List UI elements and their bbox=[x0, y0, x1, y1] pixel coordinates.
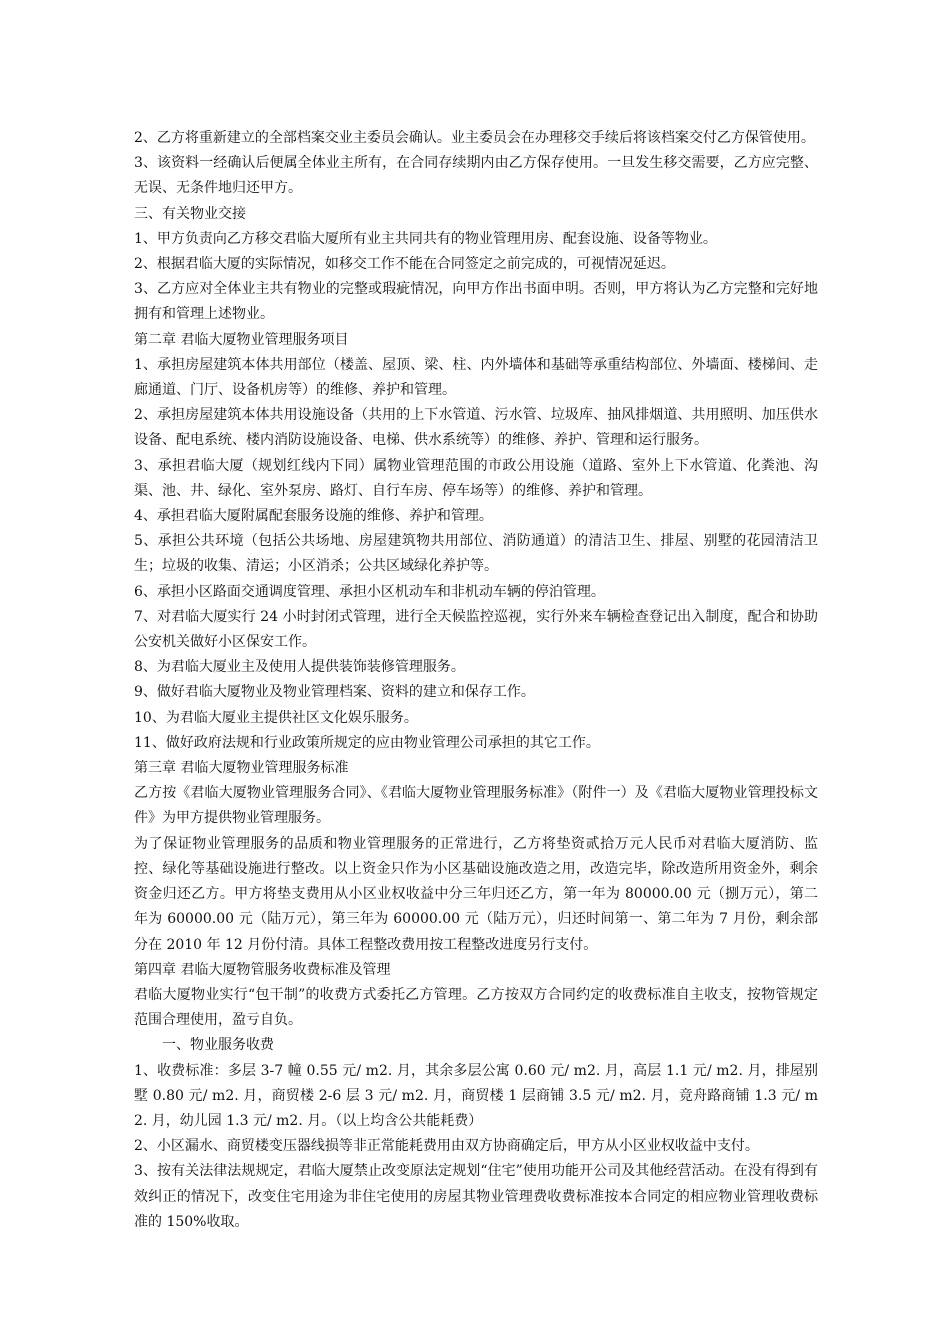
chapter-heading: 第四章 君临大厦物管服务收费标准及管理 bbox=[134, 961, 391, 978]
paragraph: 1、收费标准：多层 3-7 幢 0.55 元/ m2. 月，其余多层公寓 0.60 元/ m2. 月，高层 1.1 元/ m2. 月，排屋别墅 0.80 元/ m2. 月，商贸楼 2-6 层 3 元/ m2. 月，商贸楼 1 层商铺 3.5 元/ m2. 月，竞舟路商铺 1.3 元/ m2. 月，幼儿园 1.3 元/ m2. 月。（以上均含公共能耗费） bbox=[134, 1062, 818, 1129]
paragraph: 10、为君临大厦业主提供社区文化娱乐服务。 bbox=[134, 709, 418, 726]
chapter-heading: 第三章 君临大厦物业管理服务标准 bbox=[134, 760, 349, 777]
paragraph: 2、小区漏水、商贸楼变压器线损等非正常能耗费用由双方协商确定后，甲方从小区业权收益中支付。 bbox=[134, 1138, 759, 1155]
section-heading: 三、有关物业交接 bbox=[134, 205, 246, 222]
paragraph: 为了保证物业管理服务的品质和物业管理服务的正常进行，乙方将垫资贰拾万元人民币对君临大厦消防、监控、绿化等基础设施进行整改。以上资金只作为小区基础设施改造之用，改造完毕，除改造所用资金外，剩余资金归还乙方。甲方将垫支费用从小区业权收益中分三年归还乙方，第一年为 80000.00 元（捌万元），第二年为 60000.00 元（陆万元），第三年为 60000.00 元（陆万元），归还时间第一、第二年为 7 月份，剩余部分在 2010 年 12 月份付清。具体工程整改费用按工程整改进度另行支付。 bbox=[134, 835, 818, 953]
paragraph: 11、做好政府法规和行业政策所规定的应由物业管理公司承担的其它工作。 bbox=[134, 734, 600, 751]
paragraph: 君临大厦物业实行“包干制”的收费方式委托乙方管理。乙方按双方合同约定的收费标准自主收支，按物管规定范围合理使用，盈亏自负。 bbox=[134, 986, 818, 1029]
document-page bbox=[134, 126, 818, 1235]
paragraph: 7、对君临大厦实行 24 小时封闭式管理，进行全天候监控巡视，实行外来车辆检查登记出入制度，配合和协助公安机关做好小区保安工作。 bbox=[134, 608, 818, 651]
paragraph: 1、承担房屋建筑本体共用部位（楼盖、屋顶、梁、柱、内外墙体和基础等承重结构部位、外墙面、楼梯间、走廊通道、门厅、设备机房等）的维修、养护和管理。 bbox=[134, 356, 818, 399]
paragraph: 6、承担小区路面交通调度管理、承担小区机动车和非机动车辆的停泊管理。 bbox=[134, 583, 605, 600]
paragraph: 3、按有关法律法规规定，君临大厦禁止改变原法定规划“住宅”使用功能开公司及其他经营活动。在没有得到有效纠正的情况下，改变住宅用途为非住宅使用的房屋其物业管理费收费标准按本合同定的相应物业管理收费标准的 150%收取。 bbox=[134, 1163, 818, 1230]
paragraph: 乙方按《君临大厦物业管理服务合同》、《君临大厦物业管理服务标准》（附件一）及《君临大厦物业管理投标文件》为甲方提供物业管理服务。 bbox=[134, 785, 818, 827]
section-heading: 一、物业服务收费 bbox=[162, 1037, 274, 1054]
paragraph: 4、承担君临大厦附属配套服务设施的维修、养护和管理。 bbox=[134, 508, 493, 525]
paragraph: 3、该资料一经确认后便属全体业主所有，在合同存续期内由乙方保存使用。一旦发生移交需要，乙方应完整、无误、无条件地归还甲方。 bbox=[134, 155, 818, 197]
paragraph: 8、为君临大厦业主及使用人提供装饰装修管理服务。 bbox=[134, 659, 465, 676]
paragraph: 2、根据君临大厦的实际情况，如移交工作不能在合同签定之前完成的，可视情况延迟。 bbox=[134, 256, 675, 273]
paragraph: 2、承担房屋建筑本体共用设施设备（共用的上下水管道、污水管、垃圾库、抽风排烟道、共用照明、加压供水设备、配电系统、楼内消防设施设备、电梯、供水系统等）的维修、养护、管理和运行服务。 bbox=[134, 407, 818, 449]
paragraph: 3、承担君临大厦（规划红线内下同）属物业管理范围的市政公用设施（道路、室外上下水管道、化粪池、沟渠、池、井、绿化、室外泵房、路灯、自行车房、停车场等）的维修、养护和管理。 bbox=[134, 457, 818, 499]
paragraph: 3、乙方应对全体业主共有物业的完整或瑕疵情况，向甲方作出书面申明。否则，甲方将认为乙方完整和完好地拥有和管理上述物业。 bbox=[134, 281, 818, 323]
paragraph: 9、做好君临大厦物业及物业管理档案、资料的建立和保存工作。 bbox=[134, 684, 535, 701]
paragraph: 5、承担公共环境（包括公共场地、房屋建筑物共用部位、消防通道）的清洁卫生、排屋、别墅的花园清洁卫生；垃圾的收集、清运；小区消杀；公共区域绿化养护等。 bbox=[134, 533, 818, 575]
paragraph: 1、甲方负责向乙方移交君临大厦所有业主共同共有的物业管理用房、配套设施、设备等物业。 bbox=[134, 230, 717, 247]
chapter-heading: 第二章 君临大厦物业管理服务项目 bbox=[134, 331, 349, 348]
paragraph: 2、乙方将重新建立的全部档案交业主委员会确认。业主委员会在办理移交手续后将该档案交付乙方保管使用。 bbox=[134, 130, 815, 146]
